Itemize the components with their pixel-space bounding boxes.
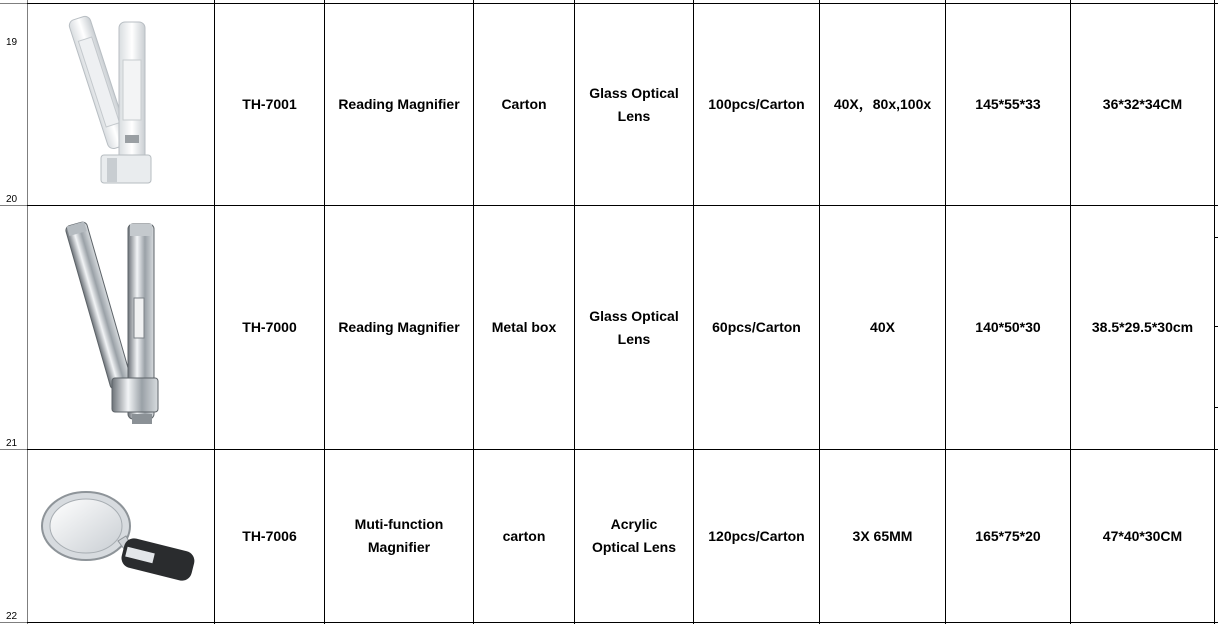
- handheld-magnifier-icon: [36, 486, 206, 586]
- size-text: 140*50*30: [975, 319, 1041, 335]
- carton-size-text: 36*32*34CM: [1102, 96, 1183, 112]
- product-name-cell[interactable]: [325, 206, 473, 449]
- magnification-text: 40X: [870, 319, 895, 335]
- carton-size-cell[interactable]: [1071, 206, 1214, 449]
- lens-text: Glass Optical Lens: [589, 307, 679, 347]
- model-cell[interactable]: [215, 4, 324, 205]
- model-cell[interactable]: [215, 450, 324, 622]
- model-cell[interactable]: [215, 206, 324, 449]
- row-header-divider: [0, 449, 27, 450]
- size-cell[interactable]: [946, 4, 1070, 205]
- product-image-cell[interactable]: [28, 4, 214, 205]
- product-name-text: Reading Magnifier: [338, 319, 460, 335]
- grid-line: [1214, 0, 1215, 624]
- size-text: 165*75*20: [975, 527, 1041, 544]
- package-text: Metal box: [491, 319, 557, 335]
- product-name-text: Reading Magnifier: [338, 96, 460, 112]
- product-name-text: Muti-function Magnifier: [354, 516, 444, 555]
- carton-size-cell[interactable]: [1071, 4, 1214, 205]
- magnification-cell[interactable]: [820, 206, 945, 449]
- carton-size-cell[interactable]: [1071, 450, 1214, 622]
- row-number[interactable]: 22: [6, 611, 18, 622]
- magnification-text: 3X 65MM: [852, 527, 913, 544]
- quantity-cell[interactable]: [694, 206, 819, 449]
- package-text: carton: [502, 527, 546, 544]
- white-pocket-microscope-icon: [41, 10, 201, 200]
- model-text: TH-7000: [242, 319, 297, 335]
- lens-cell[interactable]: [575, 206, 693, 449]
- quantity-text: 60pcs/Carton: [712, 319, 801, 335]
- quantity-text: 100pcs/Carton: [708, 96, 805, 112]
- magnification-cell[interactable]: [820, 450, 945, 622]
- magnification-cell[interactable]: [820, 4, 945, 205]
- size-text: 145*55*33: [975, 96, 1041, 112]
- product-name-cell[interactable]: [325, 450, 473, 622]
- package-cell[interactable]: [474, 206, 574, 449]
- quantity-text: 120pcs/Carton: [708, 527, 805, 544]
- row-header-column: [0, 0, 28, 624]
- product-image-cell[interactable]: [28, 206, 214, 449]
- carton-size-text: 38.5*29.5*30cm: [1091, 319, 1194, 335]
- lens-text: Acrylic Optical Lens: [591, 516, 677, 555]
- row-number[interactable]: 19: [6, 37, 18, 48]
- row-header-divider: [0, 3, 27, 4]
- quantity-cell[interactable]: [694, 450, 819, 622]
- row-number[interactable]: 20: [6, 194, 18, 205]
- size-cell[interactable]: [946, 450, 1070, 622]
- product-image-cell[interactable]: [28, 450, 214, 622]
- size-cell[interactable]: [946, 206, 1070, 449]
- package-cell[interactable]: [474, 4, 574, 205]
- lens-text: Glass Optical Lens: [589, 84, 679, 124]
- quantity-cell[interactable]: [694, 4, 819, 205]
- model-text: TH-7006: [242, 527, 297, 544]
- row-header-divider: [0, 622, 27, 623]
- row-header-divider: [0, 205, 27, 206]
- magnification-text: 40X，80x,100x: [833, 96, 932, 112]
- package-cell[interactable]: [474, 450, 574, 622]
- grid-line: [27, 622, 1218, 623]
- lens-cell[interactable]: [575, 4, 693, 205]
- row-number[interactable]: 21: [6, 438, 18, 449]
- product-name-cell[interactable]: [325, 4, 473, 205]
- model-text: TH-7001: [242, 96, 297, 112]
- lens-cell[interactable]: [575, 450, 693, 622]
- package-text: Carton: [501, 96, 547, 112]
- carton-size-text: 47*40*30CM: [1102, 527, 1183, 544]
- chrome-pocket-microscope-icon: [46, 218, 196, 438]
